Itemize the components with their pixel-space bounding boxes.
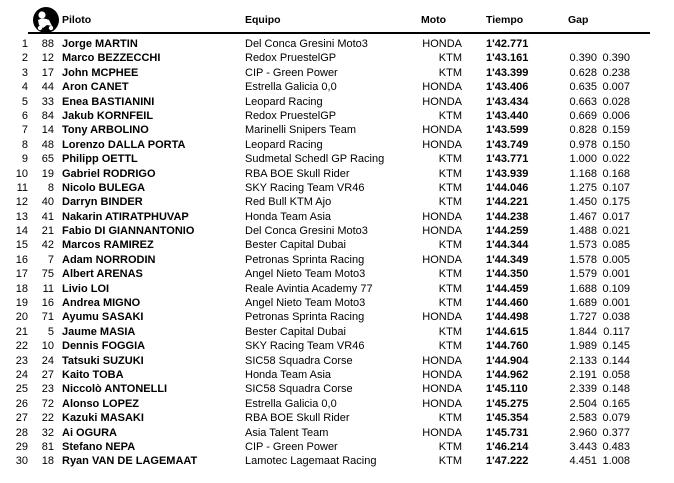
rider-number: 81 [41,440,54,453]
lap-time: 1'47.222 [486,455,529,468]
gap-to-leader: 0.669 [569,109,597,122]
table-row [0,238,674,252]
team-name: Redox PruestelGP [245,109,337,122]
manufacturer: KTM [438,455,462,468]
rider-name: Livio LOI [62,282,110,295]
manufacturer: KTM [438,268,462,281]
table-row [0,282,674,296]
table-row [0,195,674,209]
lap-time: 1'45.110 [486,383,528,396]
rider-number: 42 [41,239,54,252]
gap-to-leader: 2.339 [569,383,597,396]
table-row [0,80,674,94]
team-name: Bester Capital Dubai [245,239,346,252]
team-name: CIP - Green Power [245,66,338,79]
gap-to-previous: 0.007 [602,81,630,94]
gap-to-previous: 0.005 [602,253,630,266]
rider-name: Andrea MIGNO [62,297,141,310]
manufacturer: HONDA [422,95,462,108]
manufacturer: HONDA [422,138,462,151]
table-row [0,267,674,281]
header-piloto: Piloto [62,14,92,26]
manufacturer: KTM [438,66,462,79]
rider-name: Nakarin ATIRATPHUVAP [62,210,189,223]
team-name: Honda Team Asia [245,210,332,223]
rider-name: Albert ARENAS [62,268,143,281]
manufacturer: HONDA [422,225,462,238]
gap-to-previous: 0.159 [602,124,630,137]
team-name: SKY Racing Team VR46 [245,340,365,353]
gap-to-previous: 0.390 [602,52,630,65]
rider-name: Niccolò ANTONELLI [62,383,168,396]
position: 28 [15,426,28,439]
gap-to-leader: 1.168 [569,167,597,180]
rider-name: Kaito TOBA [62,368,124,381]
position: 15 [15,239,28,252]
rider-number: 71 [41,311,54,324]
team-name: SIC58 Squadra Corse [245,383,353,396]
lap-time: 1'43.749 [486,138,529,151]
table-row [0,411,674,425]
header-equipo: Equipo [245,14,281,26]
position: 27 [15,412,28,425]
rider-name: Fabio DI GIANNANTONIO [62,225,195,238]
team-name: Red Bull KTM Ajo [245,196,332,209]
lap-time: 1'43.440 [486,109,529,122]
lap-time: 1'44.221 [486,196,529,209]
position: 19 [15,297,28,310]
lap-time: 1'44.350 [486,268,529,281]
team-name: Petronas Sprinta Racing [245,311,365,324]
gap-to-previous: 0.107 [602,181,630,194]
gap-to-previous: 0.148 [602,383,630,396]
team-name: Del Conca Gresini Moto3 [245,38,368,50]
header-moto: Moto [421,14,447,26]
gap-to-leader: 0.978 [569,138,597,151]
gap-to-leader: 2.191 [569,368,597,381]
team-name: Honda Team Asia [245,368,332,381]
manufacturer: HONDA [422,253,462,266]
rider-name: Lorenzo DALLA PORTA [62,138,186,151]
gap-to-leader: 1.000 [569,153,597,166]
rider-name: Aron CANET [62,81,129,94]
gap-to-leader: 2.133 [569,354,597,367]
team-name: Estrella Galicia 0,0 [245,397,337,410]
lap-time: 1'44.460 [486,297,529,310]
position: 24 [15,368,28,381]
gap-to-previous: 0.079 [602,412,630,425]
lap-time: 1'44.349 [486,253,529,266]
team-name: Leopard Racing [245,95,323,108]
position: 22 [15,340,28,353]
rider-name: Philipp OETTL [62,153,138,166]
table-row [0,123,674,137]
team-name: Estrella Galicia 0,0 [245,81,337,94]
rider-name: Marco BEZZECCHI [62,52,161,65]
manufacturer: KTM [438,297,462,310]
lap-time: 1'43.599 [486,124,529,137]
team-name: Redox PruestelGP [245,52,337,65]
table-row [0,181,674,195]
table-row [0,354,674,368]
manufacturer: KTM [438,239,462,252]
rider-number: 22 [41,412,54,425]
gap-to-leader: 3.443 [569,440,597,453]
table-row [0,152,674,166]
position: 21 [15,325,28,338]
team-name: Sudmetal Schedl GP Racing [245,153,385,166]
gap-to-previous: 0.006 [602,109,630,122]
manufacturer: HONDA [422,383,462,396]
table-row [0,224,674,238]
gap-to-previous: 0.150 [602,138,630,151]
position: 23 [15,354,28,367]
manufacturer: HONDA [422,210,462,223]
gap-to-leader: 1.844 [569,325,597,338]
gap-to-previous: 0.028 [602,95,630,108]
table-row [0,310,674,324]
lap-time: 1'43.399 [486,66,529,79]
table-row [0,210,674,224]
rider-number: 10 [41,340,54,353]
rider-number: 23 [41,383,54,396]
rider-number: 44 [41,81,54,94]
table-row [0,454,674,468]
position: 16 [15,253,28,266]
manufacturer: HONDA [422,426,462,439]
lap-time: 1'44.344 [486,239,529,252]
gap-to-previous: 0.175 [602,196,630,209]
gap-to-previous: 0.038 [602,311,630,324]
manufacturer: KTM [438,109,462,122]
rider-name: Marcos RAMIREZ [62,239,154,252]
rider-name: Darryn BINDER [62,196,143,209]
team-name: CIP - Green Power [245,440,338,453]
position: 8 [21,138,28,151]
table-row [0,339,674,353]
rider-number: 18 [41,455,54,468]
header-gap: Gap [568,14,589,26]
table-row [0,397,674,411]
team-name: RBA BOE Skull Rider [245,167,350,180]
team-name: Petronas Sprinta Racing [245,253,365,266]
lap-time: 1'44.498 [486,311,529,324]
lap-time: 1'44.904 [486,354,529,367]
manufacturer: KTM [438,181,462,194]
gap-to-previous: 0.001 [602,297,630,310]
table-row [0,109,674,123]
rider-name: Tony ARBOLINO [62,124,149,137]
lap-time: 1'44.046 [486,181,529,194]
gap-to-leader: 1.467 [569,210,597,223]
gap-to-previous: 0.168 [602,167,630,180]
position: 30 [15,455,28,468]
table-row [0,66,674,80]
gap-to-leader: 2.504 [569,397,597,410]
manufacturer: KTM [438,167,462,180]
lap-time: 1'43.434 [486,95,529,108]
lap-time: 1'43.771 [486,153,529,166]
gap-to-leader: 1.275 [569,181,597,194]
gap-to-leader: 1.727 [569,311,597,324]
lap-time: 1'45.275 [486,397,529,410]
lap-time: 1'42.771 [486,38,529,50]
manufacturer: KTM [438,196,462,209]
rider-name: Jaume MASIA [62,325,136,338]
position: 4 [21,81,28,94]
rider-number: 33 [41,95,54,108]
team-name: Bester Capital Dubai [245,325,346,338]
rider-name: Jakub KORNFEIL [62,109,154,122]
position: 6 [21,109,28,122]
lap-time: 1'44.459 [486,282,529,295]
gap-to-leader: 1.579 [569,268,597,281]
table-row [0,51,674,65]
position: 14 [15,225,28,238]
rider-name: Ayumu SASAKI [62,311,144,324]
rider-name: Ai OGURA [62,426,117,439]
gap-to-previous: 0.022 [602,153,630,166]
position: 2 [21,52,28,65]
team-name: Reale Avintia Academy 77 [245,282,373,295]
lap-time: 1'44.760 [486,340,529,353]
lap-time: 1'45.354 [486,412,529,425]
rider-name: Gabriel RODRIGO [62,167,156,180]
team-name: Leopard Racing [245,138,323,151]
gap-to-leader: 0.390 [569,52,597,65]
team-name: Del Conca Gresini Moto3 [245,225,368,238]
position: 10 [15,167,28,180]
gap-to-previous: 0.145 [602,340,630,353]
manufacturer: KTM [438,340,462,353]
team-name: SIC58 Squadra Corse [245,354,353,367]
gap-to-previous: 0.377 [602,426,630,439]
rider-name: Alonso LOPEZ [62,397,139,410]
position: 12 [15,196,28,209]
gap-to-previous: 0.058 [602,368,630,381]
lap-time: 1'44.259 [486,225,529,238]
gap-to-leader: 1.689 [569,297,597,310]
rider-number: 5 [47,325,54,338]
rider-number: 32 [41,426,54,439]
manufacturer: HONDA [422,81,462,94]
rider-number: 65 [41,153,54,166]
rider-number: 48 [41,138,54,151]
table-row [0,37,674,51]
gap-to-leader: 4.451 [569,455,597,468]
table-row [0,296,674,310]
rider-name: John MCPHEE [62,66,139,79]
gap-to-leader: 1.578 [569,253,597,266]
rider-number: 14 [41,124,54,137]
lap-time: 1'43.939 [486,167,529,180]
lap-time: 1'43.161 [486,52,529,65]
lap-time: 1'44.962 [486,368,529,381]
rider-number: 40 [41,196,54,209]
manufacturer: HONDA [422,397,462,410]
table-row [0,440,674,454]
position: 26 [15,397,28,410]
lap-time: 1'44.238 [486,210,529,223]
position: 29 [15,440,28,453]
manufacturer: KTM [438,440,462,453]
rider-name: Adam NORRODIN [62,253,156,266]
header-tiempo: Tiempo [486,14,524,26]
gap-to-previous: 0.021 [602,225,630,238]
position: 3 [21,66,28,79]
team-name: SKY Racing Team VR46 [245,181,365,194]
gap-to-leader: 0.663 [569,95,597,108]
position: 17 [15,268,28,281]
gap-to-leader: 1.450 [569,196,597,209]
team-name: RBA BOE Skull Rider [245,412,350,425]
rider-name: Kazuki MASAKI [62,412,144,425]
rider-number: 12 [41,52,54,65]
gap-to-previous: 0.001 [602,268,630,281]
team-name: Lamotec Lagemaat Racing [245,455,377,468]
position: 7 [21,124,28,137]
rider-number: 11 [42,282,54,295]
manufacturer: HONDA [422,354,462,367]
gap-to-leader: 1.573 [569,239,597,252]
gap-to-leader: 0.635 [569,81,597,94]
gap-to-leader: 1.989 [569,340,597,353]
table-row [0,382,674,396]
gap-to-previous: 0.109 [602,282,630,295]
rider-name: Jorge MARTIN [62,38,138,50]
lap-time: 1'46.214 [486,440,529,453]
rider-number: 41 [41,210,54,223]
table-row [0,253,674,267]
manufacturer: HONDA [422,311,462,324]
rider-number: 8 [47,181,54,194]
rider-number: 84 [41,109,54,122]
gap-to-previous: 0.144 [602,354,630,367]
header-divider [28,32,650,34]
results-table [0,37,674,469]
gap-to-leader: 2.960 [569,426,597,439]
team-name: Angel Nieto Team Moto3 [245,268,366,281]
position: 13 [15,210,28,223]
manufacturer: HONDA [422,368,462,381]
gap-to-previous: 1.008 [602,455,630,468]
manufacturer: KTM [438,412,462,425]
rider-name: Stefano NEPA [62,440,136,453]
position: 18 [15,282,28,295]
position: 1 [21,38,28,50]
lap-time: 1'45.731 [486,426,529,439]
gap-to-previous: 0.238 [602,66,630,79]
manufacturer: HONDA [422,38,462,50]
manufacturer: KTM [438,52,462,65]
rider-number: 21 [41,225,54,238]
position: 5 [21,95,28,108]
rider-name: Tatsuki SUZUKI [62,354,144,367]
position: 11 [16,181,28,194]
rider-name: Ryan VAN DE LAGEMAAT [62,455,198,468]
manufacturer: KTM [438,153,462,166]
lap-time: 1'43.406 [486,81,529,94]
lap-time: 1'44.615 [486,325,529,338]
rider-name: Dennis FOGGIA [62,340,146,353]
gap-to-leader: 0.628 [569,66,597,79]
team-name: Asia Talent Team [245,426,329,439]
gap-to-leader: 2.583 [569,412,597,425]
manufacturer: HONDA [422,124,462,137]
rider-number: 88 [41,38,54,50]
team-name: Angel Nieto Team Moto3 [245,297,366,310]
table-row [0,426,674,440]
team-name: Marinelli Snipers Team [245,124,357,137]
table-row [0,325,674,339]
position: 25 [15,383,28,396]
rider-number: 24 [41,354,54,367]
table-row [0,167,674,181]
motorcycle-logo-icon [30,6,60,34]
gap-to-previous: 0.165 [602,397,630,410]
rider-number: 17 [41,66,54,79]
gap-to-leader: 1.488 [569,225,597,238]
table-row [0,95,674,109]
table-row [0,368,674,382]
rider-number: 16 [41,297,54,310]
position: 9 [21,153,28,166]
gap-to-previous: 0.483 [602,440,630,453]
manufacturer: KTM [438,325,462,338]
table-row [0,138,674,152]
rider-number: 72 [41,397,54,410]
rider-name: Nicolo BULEGA [62,181,146,194]
gap-to-previous: 0.117 [603,325,630,338]
rider-number: 19 [41,167,54,180]
gap-to-leader: 1.688 [569,282,597,295]
gap-to-leader: 0.828 [569,124,597,137]
rider-number: 27 [41,368,54,381]
rider-name: Enea BASTIANINI [62,95,155,108]
gap-to-previous: 0.017 [602,210,630,223]
position: 20 [15,311,28,324]
rider-number: 75 [41,268,54,281]
gap-to-previous: 0.085 [602,239,630,252]
manufacturer: KTM [438,282,462,295]
rider-number: 7 [47,253,54,266]
